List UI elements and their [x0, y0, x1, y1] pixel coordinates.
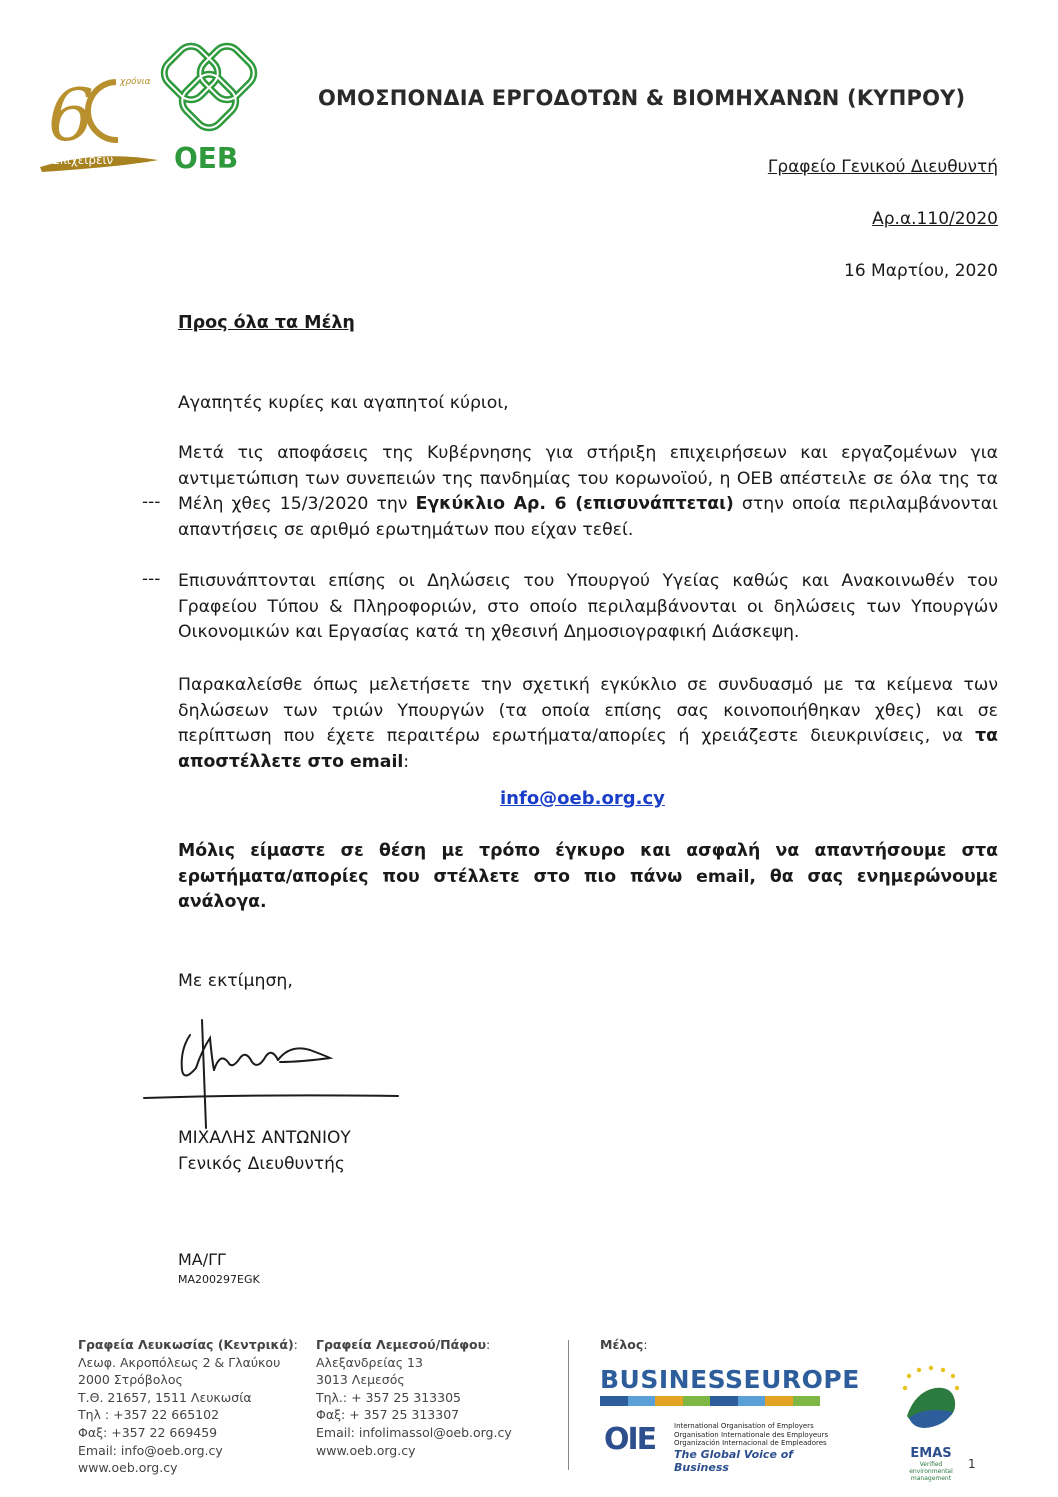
fax-line: Φαξ: + 357 25 313307: [316, 1407, 460, 1423]
color-bar-segment: [738, 1396, 766, 1406]
svg-text:6: 6: [48, 73, 94, 157]
member-heading: Μέλος:: [600, 1337, 648, 1352]
website-line: www.oeb.org.cy: [316, 1442, 416, 1458]
recipient: Προς όλα τα Μέλη: [178, 313, 355, 333]
signature-graphic: [140, 1010, 410, 1130]
years-label: χρόνια: [120, 77, 151, 87]
ioe-mark: OIE: [604, 1422, 656, 1457]
phone-line: Τηλ.: + 357 25 313305: [316, 1389, 461, 1405]
emas-emblem: [895, 1362, 967, 1442]
logo-brand: ΟΕΒ: [174, 142, 239, 175]
address-line: Τ.Θ. 21657, 1511 Λευκωσία: [78, 1389, 252, 1405]
signer-block: [178, 1125, 351, 1177]
color-bar-segment: [600, 1396, 628, 1406]
address-line: 2000 Στρόβολος: [78, 1372, 183, 1388]
page-number: 1: [968, 1457, 976, 1471]
ioe-tagline: The Global Voice of Business: [674, 1447, 794, 1474]
reference-number: Αρ.α.110/2020: [872, 209, 998, 229]
signer-title: Γενικός Διευθυντής: [178, 1154, 345, 1174]
paragraph-4: Μόλις είμαστε σε θέση με τρόπο έγκυρο και ασφαλή να απαντήσουμε στα ερωτήματα/απορίες που στέλλετε στο πιο πάνω email, θα σας ενημερώνουμε ανάλογα.: [178, 841, 998, 912]
logo-tagline: Επιχειρείν: [52, 153, 114, 167]
letter-date: 16 Μαρτίου, 2020: [844, 261, 998, 281]
ioe-logo: [604, 1422, 834, 1474]
limassol-heading: Γραφεία Λεμεσού/Πάφου:: [316, 1337, 491, 1352]
color-bar-segment: [765, 1396, 793, 1406]
footer-limassol: [316, 1336, 512, 1459]
phone-line: Τηλ : +357 22 665102: [78, 1407, 220, 1423]
document-code: MA200297EGK: [178, 1273, 260, 1286]
nicosia-heading: Γραφεία Λευκωσίας (Κεντρικά):: [78, 1337, 298, 1352]
oeb-logo: [38, 42, 263, 177]
attachment-marker: ---: [142, 492, 161, 512]
attachment-marker: ---: [142, 569, 161, 589]
oeb-logo-graphic: [38, 42, 263, 177]
address-line: Αλεξανδρείας 13: [316, 1354, 423, 1370]
initials: ΜΑ/ΓΓ: [178, 1250, 226, 1269]
address-line: Λεωφ. Ακροπόλεως 2 & Γλαύκου: [78, 1354, 281, 1370]
businesseurope-color-bar: [600, 1396, 820, 1406]
color-bar-segment: [655, 1396, 683, 1406]
ioe-names: International Organisation of Employers Organisation Internationale des Employeurs Organización Internacional de Empleadores The Global Voice of Business: [674, 1422, 834, 1474]
email-line: Email: infolimassol@oeb.org.cy: [316, 1424, 512, 1440]
office-title: Γραφείο Γενικού Διευθυντή: [767, 157, 998, 177]
emas-logo: [895, 1362, 967, 1482]
fax-line: Φαξ: +357 22 669459: [78, 1424, 218, 1440]
address-line: 3013 Λεμεσός: [316, 1372, 405, 1388]
website-line: www.oeb.org.cy: [78, 1460, 178, 1476]
emas-wordmark: EMAS: [910, 1446, 952, 1461]
signer-name: ΜΙΧΑΛΗΣ ΑΝΤΩΝΙΟΥ: [178, 1128, 351, 1148]
footer-nicosia: [78, 1336, 298, 1477]
email-link[interactable]: info@oeb.org.cy: [500, 788, 665, 809]
paragraph-2: Επισυνάπτονται επίσης οι Δηλώσεις του Υπουργού Υγείας καθώς και Ανακοινωθέν του Γραφείου Τύπου & Πληροφοριών, στο οποίο περιλαμβάνονται οι δηλώσεις των Υπουργών Οικονομικών και Εργασίας κατά τη χθεσινή Δημοσιογραφική Διάσκεψη.: [178, 571, 998, 642]
closing: Με εκτίμηση,: [178, 971, 293, 991]
email-line: Email: info@oeb.org.cy: [78, 1442, 223, 1458]
emas-subtitle: Verified environmental management: [909, 1461, 953, 1482]
circular-reference: Εγκύκλιο Αρ. 6 (επισυνάπτεται): [415, 494, 734, 514]
color-bar-segment: [628, 1396, 656, 1406]
color-bar-segment: [683, 1396, 711, 1406]
paragraph-1: Μετά τις αποφάσεις της Κυβέρνησης για στήριξη επιχειρήσεων και εργαζομένων για αντιμετώπιση των συνεπειών της πανδημίας του κορωνοϊού, η ΟΕΒ απέστειλε σε όλα της τα Μέλη χθες 15/3/2020 την Εγκύκλιο Αρ. 6 (επισυνάπτεται) στην οποία περιλαμβάνονται απαντήσεις σε αριθμό ερωτημάτων που είχαν τεθεί.: [178, 443, 999, 540]
greeting: Αγαπητές κυρίες και αγαπητοί κύριοι,: [178, 393, 509, 413]
businesseurope-logo: [600, 1365, 860, 1406]
organization-name: ΟΜΟΣΠΟΝΔΙΑ ΕΡΓΟΔΟΤΩΝ & ΒΙΟΜΗΧΑΝΩΝ (ΚΥΠΡΟΥ): [318, 86, 966, 110]
signature: [140, 1010, 410, 1130]
color-bar-segment: [793, 1396, 821, 1406]
businesseurope-wordmark: BUSINESSEUROPE: [600, 1365, 860, 1394]
paragraph-3: Παρακαλείσθε όπως μελετήσετε την σχετική εγκύκλιο σε συνδυασμό με τα κείμενα των δηλώσεων των τριών Υπουργών (τα οποία επίσης σας κοινοποιήθηκαν χθες) και σε περίπτωση που έχετε περαιτέρω ερωτήματα/απορίες ή χρειάζεστε διευκρινίσεις, να τα αποστέλλετε στο email:: [178, 675, 998, 772]
color-bar-segment: [710, 1396, 738, 1406]
footer-divider: [568, 1340, 569, 1470]
